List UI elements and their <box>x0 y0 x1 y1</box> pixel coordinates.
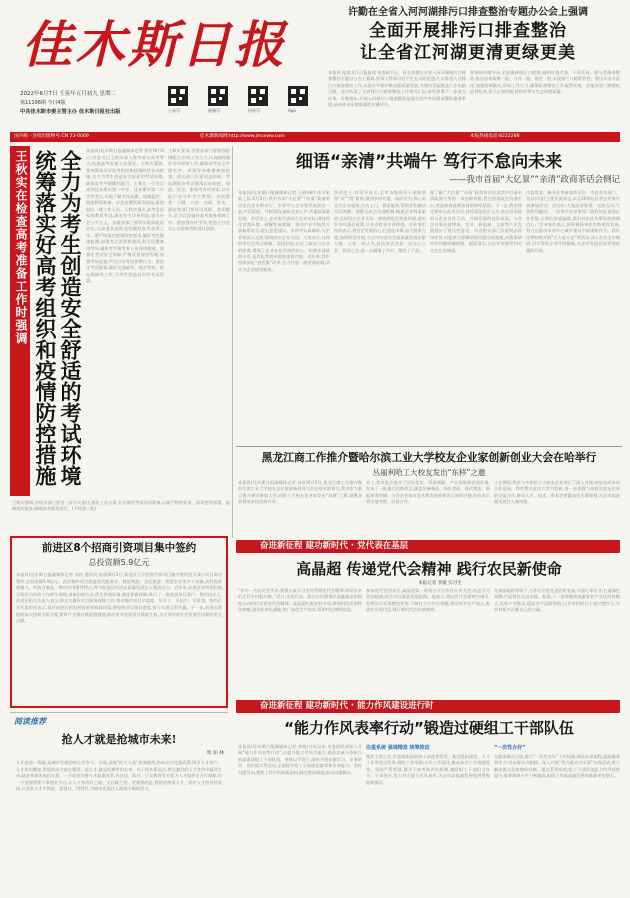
masthead-date: 2022年6月7日 壬寅年五月初九 星期二 <box>20 91 117 97</box>
top-story-body: 本报讯 据黑龙江日报报道 省委副书记、省长许勤在全省入河河湖排污口排查整治专题办公会上强调,要深入贯彻习近平生态文明思想,扎实推进入河排污口排查整治工作,以高水平保护推动高质量发展,为建设美丽黑龙江作出新贡献。会议听取了全省排污口排查整治工作情况汇报,研究部署下一步重点任务。许勤指出,开展入河排污口排查整治是落实党中央决策部署的重要举措,是改善水环境质量的关键环节。 <box>328 70 466 108</box>
top-story-title-2: 让全省江河湖更清更绿更美 <box>360 43 576 63</box>
section-divider <box>236 446 622 447</box>
column-title: 抢人才就是抢城市未来! <box>61 733 177 746</box>
section-bar-2-text: 奋进新征程 建功新时代 · 能力作风建设进行时 <box>260 701 434 711</box>
story5-title: “能力作风表率行动”锻造过硬组工干部队伍 <box>284 719 574 737</box>
info-phone: 本报热线电话:8222288 <box>470 134 520 139</box>
column-divider <box>232 146 233 538</box>
qr-caption: App <box>288 108 296 113</box>
qr-code[interactable] <box>248 86 268 106</box>
top-story-body: 要坚持问题导向,全面摸清排污口底数,做到应查尽查、不留死角。要分类推进整治,依法依规取缔一批、合并一批、规范一批,实现排污口精准管控。要压实各方责任,加强协调联动,形成工作合力,确保排查整治工作取得实效。各地各部门要强化监督检查,建立长效机制,持续改善水生态环境质量。 <box>470 70 620 95</box>
top-story-title-1: 全面开展排污口排查整治 <box>369 21 567 41</box>
qr-caption: 公众号 <box>168 108 180 113</box>
story2-title: 细语“亲清”共端午 笃行不怠向未来 <box>295 152 563 172</box>
story4-byline: 本报记者 李媛 实习生 <box>418 581 462 586</box>
story3-title: 黑龙江商工作推介暨哈尔滨工业大学校友企业家创新创业大会在哈举行 <box>261 451 597 464</box>
left-story-footer: 王秋实强调,各级各部门要进一步压实责任,细化工作方案,扎实做好考前各项准备,以最严格的标准、最周密的部署、最细致的服务,确保高考顺利进行。(下转第二版) <box>12 500 230 512</box>
story3-body: 本报讯(佳木斯日报融媒体记者 孙芳)6月5日,黑龙江商工作推介暨哈尔滨工业大学校友企业家创新创业大会在哈尔滨举行,我市作为重点推介城市参加大会,向哈工大校友企业家发出“东移”之邀,诚邀各界精英来佳投资兴业。 <box>238 480 362 505</box>
column-logo: 阅读推荐 <box>14 717 46 726</box>
red-band-text: 王秋实在检查高考准备工作时强调 <box>14 150 28 345</box>
story3-body: 大会期间,我市与多家哈工大校友企业进行了深入对接,初步达成多项合作意向。我市将以此次大会为契机,进一步加强与高校及校友企业的交流合作,推动人才、技术、资本等要素向佳木斯集聚,为全市高质量发展注入新动能。 <box>494 480 620 505</box>
column-author: 周 知 林 <box>206 751 224 756</box>
story2-body: 茶话会上,市领导表示,全市各级领导干部要坚持“亲”“清”原则,做到亲而有度、清而有为,真心实意为企业服务,主动上门、靠前服务,帮助企业解决实际困难。要健全政企沟通机制,畅通企业诉求渠道,及时回应企业关切。要持续优化营商环境,落实好各项惠企政策,让企业有更多获得感。企业家们纷纷表示,将坚定发展信心,扎根佳木斯,加大投资力度,加快转型升级,为全市经济社会高质量发展贡献力量。大家一致认为,此次茶话会是一次交心之会、鼓劲之会,进一步凝聚了共识、激发了干劲。 <box>334 190 426 253</box>
qr-code-group <box>168 86 316 120</box>
story4-body: 在高晶超的带领下,合作社引进先进农机装备,开展订单农业,打造绿色品牌,产品销往全国各地。他说,下一步将继续探索农业产业化经营模式,延伸产业链条,提高农产品附加值,让乡亲们的日子越过越红火,为乡村振兴贡献自己的力量。 <box>494 588 620 613</box>
story5-subhead: 注重系统 强调精准 统筹推进 <box>366 745 430 751</box>
story4-body: “作为一名农民党代表,我将认真学习宣传贯彻党代会精神,带领乡亲们走好乡村振兴路。”近日,市党代表、某合作社理事长高晶超在田间地头向村民宣讲党代会精神。高晶超扎根农村多年,带领村民发展特色种植,建设标准化基地,推广绿色生产技术,帮助村民增收致富。 <box>238 588 362 613</box>
story5-subhead: “一次性办好” <box>494 745 526 751</box>
story2-body: 本报讯(佳木斯日报融媒体记者 王健)端午佳节来临之际,6月2日,我市首届“大亿景”“亲清”政商茶话会在佳木斯举行。市领导与企业家代表围坐一起,共话发展、共叙情谊,倾听企业心声,共谋高质量发展。茶话会上,企业家代表结合企业实际,围绕优化营商环境、破解发展难题、推动产业升级等方面畅所欲言,提出意见建议。市领导认真倾听,与企业家深入交流,现场回应企业关切。大家表示,这样的茶话会形式新颖、氛围轻松,拉近了政府与企业的距离,增强了企业在佳发展的信心。构建亲清政商关系,是优化营商环境的重要内容。近年来,我市持续深化“放管服”改革,全力打造一流营商环境,切实为企业排忧解难。 <box>238 190 330 272</box>
boxed-title: 前进区8个招商引资项目集中签约 <box>41 542 197 554</box>
info-site: 佳木斯新闻网:http://www.jmsxww.com <box>200 134 285 139</box>
qr-code[interactable] <box>208 86 228 106</box>
left-story-title-col2: 全力为考生创造安全舒适的考试环境 <box>58 150 82 486</box>
column-body: 人才是第一资源,是城市发展的核心竞争力。当前,各地“抢人大战”愈演愈烈,纷纷出台优惠政策,吸引人才落户。人才流向哪里,发展的动力就在哪里。抢人才,就是抢城市的未来。对于佳木斯而言,要在激烈的人才竞争中赢得主动,就必须拿出真招实招。一方面要完善人才政策体系,在住房、医疗、子女教育等方面为人才提供全方位保障;另一方面要搭建干事创业平台,让人才有用武之地、无后顾之忧。更重要的是,要营造尊重人才、爱护人才的良好氛围,让各类人才引得进、留得住、用得好,为城市发展注入源源不断的活力。 <box>16 760 222 792</box>
story2-body: 据了解,“大亿景”“亲清”政商茶话会是我市打造亲清政商关系的一项创新举措,旨在搭建政企沟通平台,营造尊商重商亲商的浓厚氛围。下一步,我市将定期举办此类活动,持续深化政企互动,推动形成政府与企业良性互动、共同发展的良好局面。与会企业家还就物流、农业、新能源、文旅等产业发展提出了建设性意见。市直相关部门负责同志现场作答,对能够立即解决的问题当场拍板,对需要研究的问题明确时限、跟踪落实,让企业家感受到实实在在的诚意。 <box>430 190 522 253</box>
boxed-subtitle: 总投资额5.9亿元 <box>88 558 150 567</box>
left-story-body: 王秋实要求,各级各部门要加强协调配合,形成工作合力,认真细致做好各项保障工作,确保高考安全平稳有序。市领导李继德参加检查。相关部门负责同志陪同。考试期间各考点要落实好防疫、保密、安全、服务等各项要求,以实际行动守护考生梦想。各级教育、卫健、公安、交通、供电、通信等部门要各司其职、密切配合,全力以赴做好高考服务保障工作。要加强宣传引导,营造全社会关心支持高考的良好氛围。 <box>168 148 230 231</box>
boxed-body: 本报讯(佳木斯日报融媒体记者 刘洋 通讯员 张丽)6月2日,前进区召开招商引资项目集中签约仪式,8个项目成功签约,总投资额5.9亿元。此次签约项目涵盖现代服务业、商贸物流、文化旅游、智慧农业等多个领域,具有投资规模大、科技含量高、带动作用强等特点,将为前进区经济高质量发展注入强劲动力。近年来,前进区坚持把招商引资作为经济工作的生命线,创新招商方式,优化营商环境,强化要素保障,吸引了一批优质项目落户。签约仪式上,前进区相关负责人表示,将全力做好项目服务保障工作,推动签约项目早落地、早开工、早投产、早见效。签约企业代表纷纷表示,看好前进区的发展前景和营商环境,将加快项目建设进度,努力实现互利共赢。下一步,前进区将持续加大招商引资力度,紧盯产业链补链延链强链,推动更多优质项目落地生根,为全市经济社会发展作出新的更大贡献。 <box>16 572 222 624</box>
qr-caption: 抖音号 <box>248 108 260 113</box>
left-story-body: 本报讯(佳木斯日报融媒体记者 徐哲)6月6日,市委书记王秋实深入我市部分高考考点,检查高考准备工作情况。王秋实强调,要统筹落实好高考组织和疫情防控各项措施,全力为考生创造安全舒适的考试环境,确保高考平稳顺利进行。王秋实一行先后来到佳木斯市第一中学、佳木斯市第二中学等考点,详细了解考场布置、视频监控、防疫物资准备、应急处置预案等情况,看望慰问一线工作人员。王秋实指出,高考是国家级教育考试,事关考生切身利益,事关社会公平正义。各地各部门要切实提高政治站位,以高度负责的态度做好高考各项工作。要严格落实疫情防控要求,做好考生健康监测,加强考点消杀和通风,科学设置备用考场,确保考生和考务人员身体健康。要强化考试安全保障,严格试卷保密管理,加强考场巡查,严厉打击考试作弊行为。要优化考试服务,做好交通疏导、噪音管控、供电保障等工作,为考生营造良好的考试环境。 <box>86 148 164 283</box>
left-story-title-col1: 统筹落实好高考组织和疫情防控措施 <box>33 150 57 486</box>
story4-body: 参加党代会回来后,高晶超第一时间召开合作社社员大会,传达学习会议精神,结合实际谋划发展思路。他表示,将以党代会精神为指引,发挥党员先锋模范作用,不断壮大合作社规模,带动更多农户加入,推进农业现代化,践行新时代农民新使命。 <box>366 588 490 613</box>
qr-code[interactable] <box>288 86 308 106</box>
info-cn: 国内统一连续出版物号:CN 23-0069 <box>14 134 89 139</box>
masthead-sponsor: 中共佳木斯市委主管主办 佳木斯日报社出版 <box>20 109 121 115</box>
section-bar-1-text: 奋进新征程 建功新时代 · 党代表在基层 <box>260 541 409 551</box>
story4-title: 高晶超 传递党代会精神 践行农民新使命 <box>296 560 562 578</box>
story5-body: 聚焦主责主业,市委组织部围绕干部选育管用、基层组织建设、人才工作等重点任务,细化工作举措,压实工作责任,推动各项工作落地见效。坚持严管厚爱,健全干部考核评价机制,激励组工干部担当作为、干事创业,努力争当能力作风表率,为全市高质量发展提供坚强组织保证。 <box>366 754 490 785</box>
top-story-kicker: 许勤在全省入河河湖排污口排查整治专题办公会上强调 <box>348 7 588 18</box>
story5-body: 本报讯(佳木斯日报融媒体记者 李媛)今年以来,市委组织部深入开展“能力作风表率行动”,以提升能力作风为重点,锻造忠诚干净担当的高素质组工干部队伍。坚持以学促干,组织开展专题学习、业务培训、岗位练兵等活动,全面提升组工干部政治素养和业务能力。坚持问题导向,聚焦工作中的短板弱项,制定整改措施,推动问题解决。 <box>238 744 362 775</box>
story3-body: 会上,我市重点推介了区位优势、资源禀赋、产业基础和营商环境,发布了一批重点招商项目,涵盖装备制造、绿色食品、现代物流、新能源等领域。与会企业家对佳木斯发展前景表示浓厚兴趣,纷纷表示将实地考察、洽谈合作。 <box>366 480 490 505</box>
story2-subtitle: ——我市首届“大亿景”“亲清”政商茶话会侧记 <box>449 175 620 185</box>
masthead-issue: 第11196期 今日4版 <box>20 100 66 106</box>
story3-subtitle: 丛丽利哈工大校友发出“东移”之邀 <box>372 468 486 477</box>
masthead-logo: 佳木斯日报 <box>22 15 287 74</box>
qr-caption: 视频号 <box>208 108 220 113</box>
qr-code[interactable] <box>168 86 188 106</box>
story2-body: 市委常委、秘书长等参加茶话会。市直有关部门、各县(市)区主要负责同志,以及30余位民营企业家代表参加活动。活动中,大家品茶叙情、交流互动,气氛热烈融洽。一位参会企业家说:“政府如此重视企业发展,让我们倍感温暖,我们对在佳木斯发展充满信心。”企业家们表示,将积极投身佳木斯建设发展,努力在推动东部中心城市建设中展现新作为。我市还将持续开展“万人进万企”等活动,深入企业走访调研,切实帮助企业纾困解难,为企业发展营造更加优越的环境。 <box>526 190 620 253</box>
story5-body: 在服务群众方面,推行“一次性办好”工作机制,简化办事流程,提高服务效率,让党员群众少跑腿。深入开展“我为群众办实事”实践活动,着力解决群众急难愁盼问题。通过系列举措,组工干部队伍能力作风持续提升,服务保障水平不断提高,组织工作高质量发展的基础更加坚实。 <box>494 754 620 779</box>
